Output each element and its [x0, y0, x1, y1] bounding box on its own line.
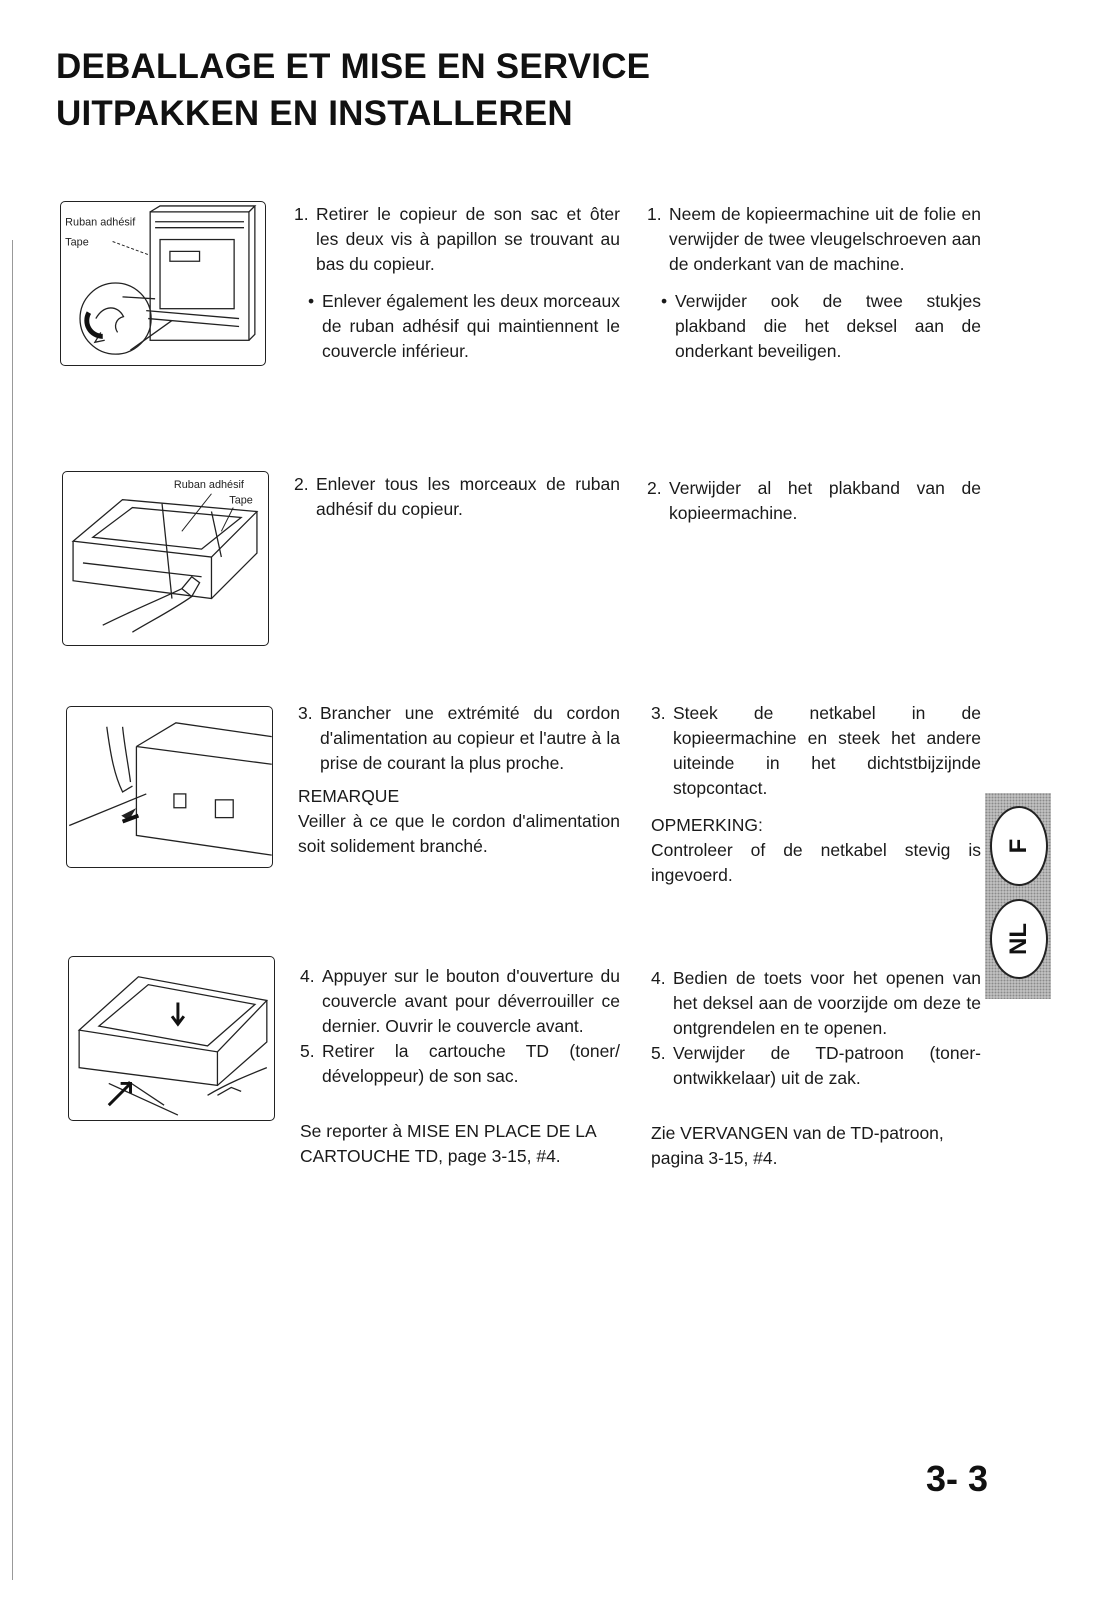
tape-label-en: Tape [65, 236, 89, 249]
step-text: Steek de netkabel in de kopieermachine en steek het andere uiteinde in het dichtstbijzijnde stopcontact. [673, 703, 981, 798]
tab-french [990, 806, 1048, 886]
page-title-french: DEBALLAGE ET MISE EN SERVICE [56, 47, 651, 86]
cross-reference: Se reporter à MISE EN PLACE DE LA CARTOUCHE TD, page 3-15, #4. [300, 1121, 596, 1166]
step-number: 3. [651, 703, 666, 723]
page-title-dutch: UITPAKKEN EN INSTALLEREN [56, 94, 573, 133]
remark-text: Veiller à ce que le cordon d'alimentation soit solidement branché. [298, 811, 620, 856]
remark-heading: REMARQUE [298, 786, 400, 806]
step-text: Verwijder al het plakband van de kopieermachine. [669, 478, 981, 523]
step-number: 1. [647, 204, 662, 224]
step-text: Retirer le copieur de son sac et ôter les deux vis à papillon se trouvant au bas du copieur. [316, 204, 620, 274]
illustration-remove-tape [62, 471, 269, 646]
illustration-power-cord [66, 706, 273, 868]
margin-line [12, 240, 13, 1580]
step-number: 5. [651, 1043, 666, 1063]
step1-french [294, 202, 620, 364]
tab-dutch [990, 899, 1048, 979]
remark-heading: OPMERKING: [651, 815, 763, 835]
tape-label-fr: Ruban adhésif [65, 216, 136, 229]
step-number: 1. [294, 204, 309, 224]
bullet-text: Enlever également les deux morceaux de ruban adhésif qui maintiennent le couvercle inférieur. [322, 291, 620, 361]
step-number: 5. [300, 1041, 315, 1061]
step-text: Bedien de toets voor het openen van het deksel aan de voorzijde om deze te ontgrendelen en te openen. [673, 968, 981, 1038]
step-number: 2. [647, 478, 662, 498]
step-text: Neem de kopieermachine uit de folie en verwijder de twee vleugelschroeven aan de onderkant van de machine. [669, 204, 981, 274]
bullet-text: Verwijder ook de twee stukjes plakband die het deksel aan de onderkant beveiligen. [675, 291, 981, 361]
remark-text: Controleer of de netkabel stevig is ingevoerd. [651, 840, 981, 885]
tab-french-label: F [1005, 838, 1032, 854]
copier-front-cover-drawing [69, 957, 274, 1120]
step-text: Verwijder de TD-patroon (toner-ontwikkelaar) uit de zak. [673, 1043, 981, 1088]
step2-dutch [647, 476, 981, 526]
step4-french [300, 964, 620, 1169]
step-number: 4. [300, 966, 315, 986]
cross-reference: Zie VERVANGEN van de TD-patroon, pagina 3-15, #4. [651, 1123, 944, 1168]
step3-dutch [651, 701, 981, 888]
illustration-open-cover [68, 956, 275, 1121]
tape-label-en: Tape [229, 494, 253, 507]
bullet-icon: • [661, 291, 668, 311]
step-text: Brancher une extrémité du cordon d'alimentation au copieur et l'autre à la prise de courant la plus proche. [320, 703, 620, 773]
tape-label-fr: Ruban adhésif [173, 478, 244, 491]
illustration-unpack-copier [60, 201, 266, 366]
copier-upright-drawing [61, 202, 265, 365]
step-text: Retirer la cartouche TD (toner/ développeur) de son sac. [322, 1041, 620, 1086]
step4-dutch [651, 966, 981, 1171]
step3-french [298, 701, 620, 859]
step-number: 3. [298, 703, 313, 723]
step-number: 2. [294, 474, 309, 494]
step2-french [294, 472, 620, 522]
step-number: 4. [651, 968, 666, 988]
step1-dutch [647, 202, 981, 364]
step-text: Enlever tous les morceaux de ruban adhésif du copieur. [316, 474, 620, 519]
bullet-icon: • [308, 291, 315, 311]
step-text: Appuyer sur le bouton d'ouverture du couvercle avant pour déverrouiller ce dernier. Ouvrir le couvercle avant. [322, 966, 620, 1036]
copier-cord-drawing [67, 707, 272, 867]
page-number: 3- 3 [926, 1458, 989, 1499]
tab-dutch-label: NL [1005, 923, 1032, 955]
copier-tape-drawing [63, 472, 268, 645]
